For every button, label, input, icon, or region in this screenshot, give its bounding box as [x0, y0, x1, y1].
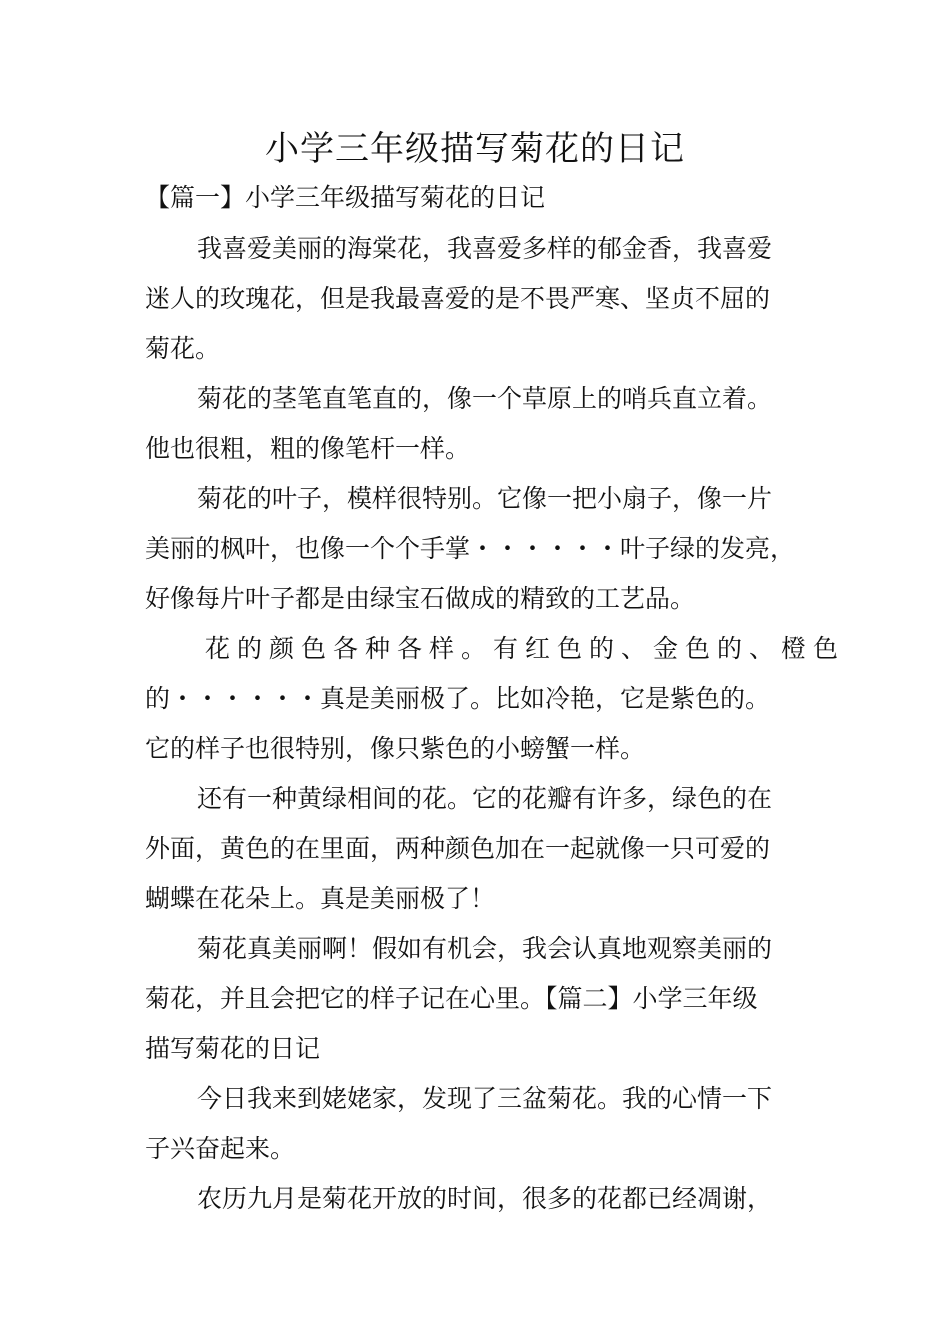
text-line: 花的颜色各种各样。有红色的、金色的、橙色	[205, 634, 846, 663]
text-line: 迷人的玫瑰花，但是我最喜爱的是不畏严寒、坚贞不屈的	[145, 284, 771, 313]
text-line: 蝴蝶在花朵上。真是美丽极了！	[145, 884, 496, 913]
text-line: 今日我来到姥姥家，发现了三盆菊花。我的心情一下	[197, 1084, 773, 1113]
text-line: 好像每片叶子都是由绿宝石做成的精致的工艺品。	[145, 584, 696, 613]
document-title: 小学三年级描写菊花的日记	[265, 129, 685, 169]
text-line: 外面，黄色的在里面，两种颜色加在一起就像一只可爱的	[145, 834, 771, 863]
text-line: 还有一种黄绿相间的花。它的花瓣有许多，绿色的在	[197, 784, 773, 813]
text-line: 菊花。	[145, 334, 221, 363]
text-line: 菊花的叶子，模样很特别。它像一把小扇子，像一片	[197, 484, 773, 513]
text-line: 菊花，并且会把它的样子记在心里。【篇二】小学三年级	[145, 984, 758, 1013]
text-line: 他也很粗，粗的像笔杆一样。	[145, 434, 471, 463]
text-line: 的・・・・・・真是美丽极了。比如冷艳，它是紫色的。	[145, 684, 771, 713]
text-line: 描写菊花的日记	[145, 1034, 321, 1063]
section-heading: 【篇一】小学三年级描写菊花的日记	[145, 183, 546, 212]
text-line: 美丽的枫叶，也像一个个手掌・・・・・・叶子绿的发亮，	[145, 534, 796, 563]
text-line: 菊花的茎笔直笔直的，像一个草原上的哨兵直立着。	[197, 384, 773, 413]
text-line: 子兴奋起来。	[145, 1134, 296, 1163]
text-line: 我喜爱美丽的海棠花，我喜爱多样的郁金香，我喜爱	[197, 234, 773, 263]
text-line: 它的样子也很特别，像只紫色的小螃蟹一样。	[145, 734, 646, 763]
text-line: 菊花真美丽啊！假如有机会，我会认真地观察美丽的	[197, 934, 773, 963]
text-line: 农历九月是菊花开放的时间，很多的花都已经凋谢，	[197, 1184, 773, 1213]
